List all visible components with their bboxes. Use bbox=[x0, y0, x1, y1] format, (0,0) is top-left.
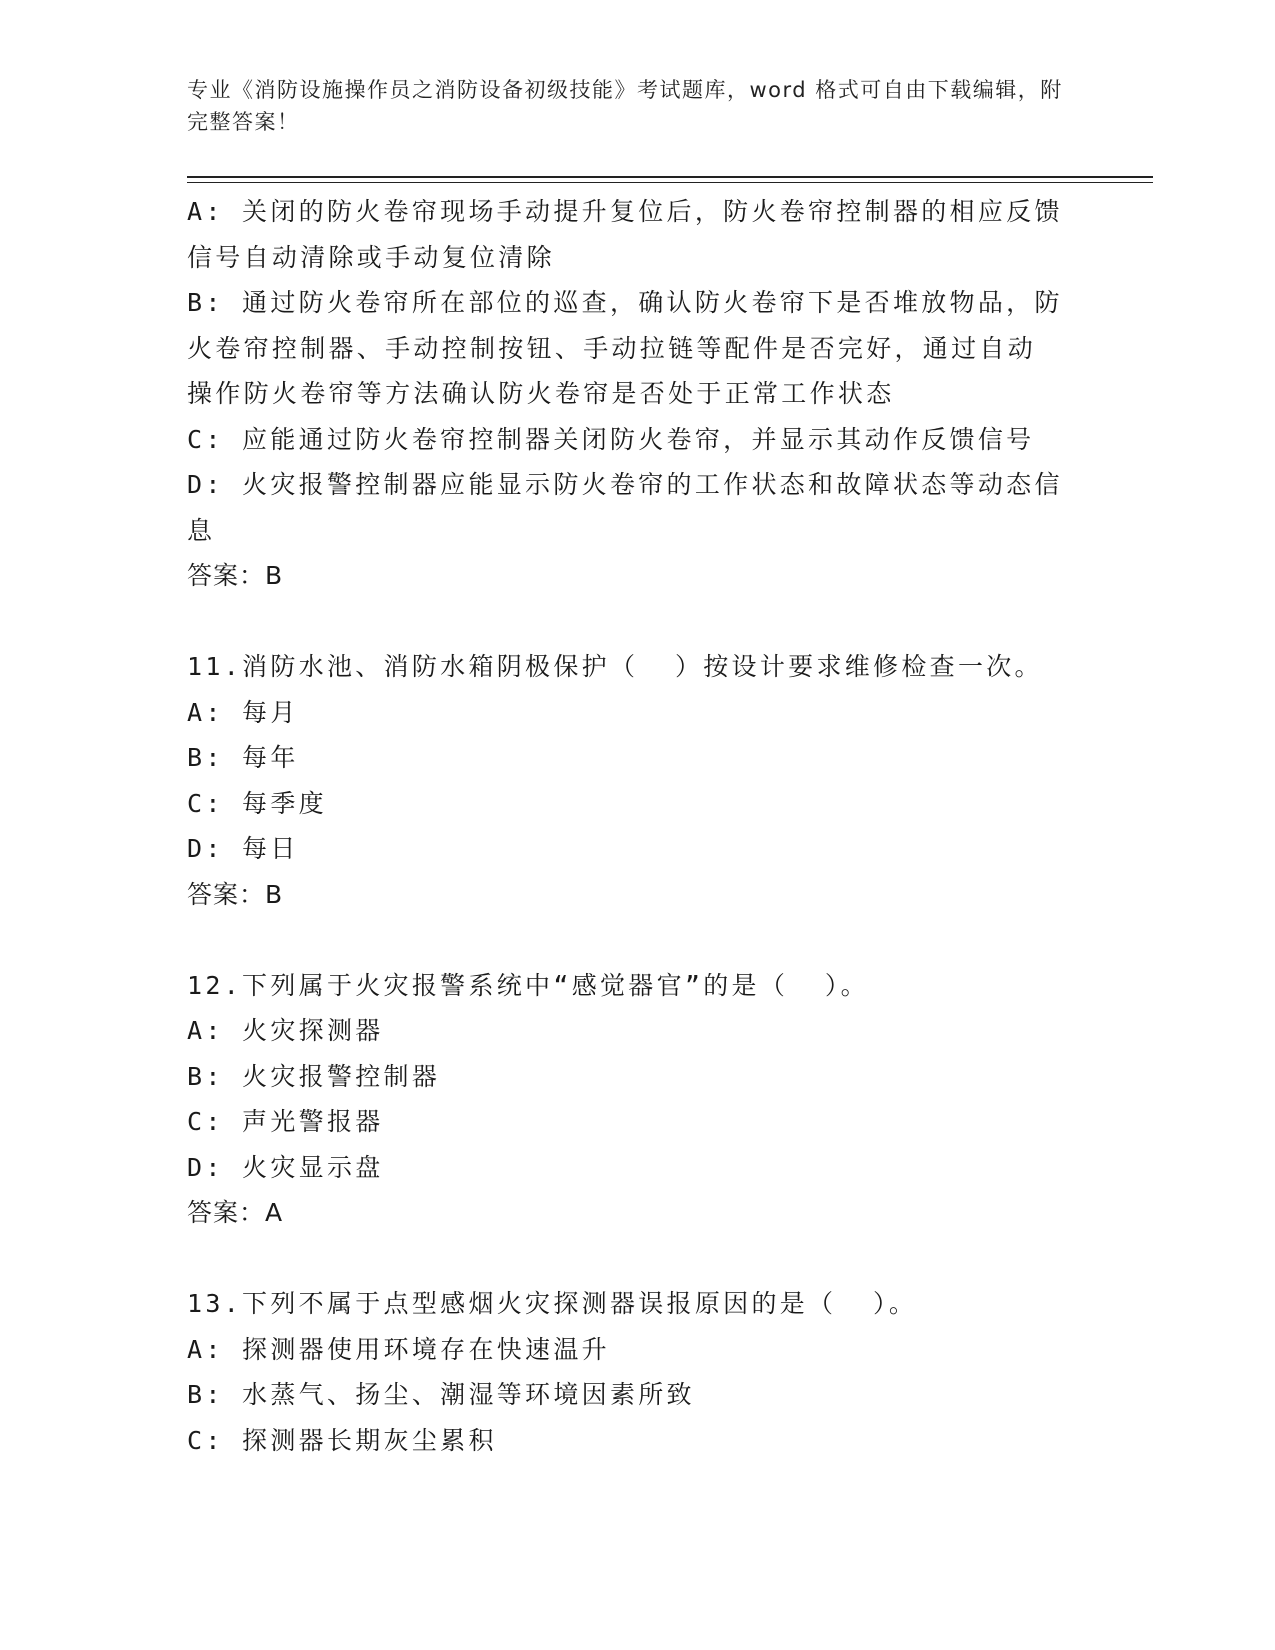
q12-question: 12.下列属于火灾报警系统中“感觉器官”的是（ ）。 bbox=[187, 970, 869, 1000]
q12-option-d: D: 火灾显示盘 bbox=[187, 1152, 384, 1182]
spacer bbox=[187, 1236, 1087, 1282]
spacer bbox=[187, 917, 1087, 963]
q10-answer: 答案：B bbox=[187, 561, 284, 590]
q11-option-b: B: 每年 bbox=[187, 743, 299, 772]
header-rule-thin bbox=[187, 182, 1153, 183]
q13-option-c: C: 探测器长期灰尘累积 bbox=[187, 1425, 497, 1455]
q10-option-b-line3: 操作防火卷帘等方法确认防火卷帘是否处于正常工作状态 bbox=[187, 379, 895, 408]
q13-option-b: B: 水蒸气、扬尘、潮湿等环境因素所致 bbox=[187, 1380, 695, 1409]
exam-content bbox=[187, 189, 1087, 1463]
q11-option-a: A: 每月 bbox=[187, 697, 299, 727]
document-header: 专业《消防设施操作员之消防设备初级技能》考试题库，word 格式可自由下载编辑，附完整答案！ bbox=[187, 78, 1063, 134]
q12-option-c: C: 声光警报器 bbox=[187, 1107, 384, 1136]
q11-answer: 答案：B bbox=[187, 879, 284, 909]
spacer bbox=[187, 599, 1087, 645]
q11-question: 11.消防水池、消防水箱阴极保护（ ）按设计要求维修检查一次。 bbox=[187, 652, 1043, 681]
q10-option-c: C: 应能通过防火卷帘控制器关闭防火卷帘，并显示其动作反馈信号 bbox=[187, 424, 1035, 454]
q10-option-d-line2: 息 bbox=[187, 515, 216, 545]
q11-option-c: C: 每季度 bbox=[187, 788, 327, 818]
q11-option-d: D: 每日 bbox=[187, 834, 299, 863]
q12-option-b: B: 火灾报警控制器 bbox=[187, 1061, 441, 1091]
q13-question: 13.下列不属于点型感烟火灾探测器误报原因的是（ ）。 bbox=[187, 1289, 918, 1318]
q12-option-a: A: 火灾探测器 bbox=[187, 1016, 384, 1045]
q12-answer: 答案：A bbox=[187, 1198, 284, 1227]
q10-option-b-line2: 火卷帘控制器、手动控制按钮、手动拉链等配件是否完好，通过自动 bbox=[187, 333, 1037, 363]
q13-option-a: A: 探测器使用环境存在快速温升 bbox=[187, 1334, 610, 1364]
q10-option-a-line1: A: 关闭的防火卷帘现场手动提升复位后，防火卷帘控制器的相应反馈 bbox=[187, 197, 1063, 226]
q10-option-a-line2: 信号自动清除或手动复位清除 bbox=[187, 242, 555, 272]
header-rule-thick bbox=[187, 176, 1153, 178]
q10-option-b-line1: B: 通过防火卷帘所在部位的巡查，确认防火卷帘下是否堆放物品，防 bbox=[187, 288, 1063, 317]
q10-option-d-line1: D: 火灾报警控制器应能显示防火卷帘的工作状态和故障状态等动态信 bbox=[187, 470, 1063, 499]
